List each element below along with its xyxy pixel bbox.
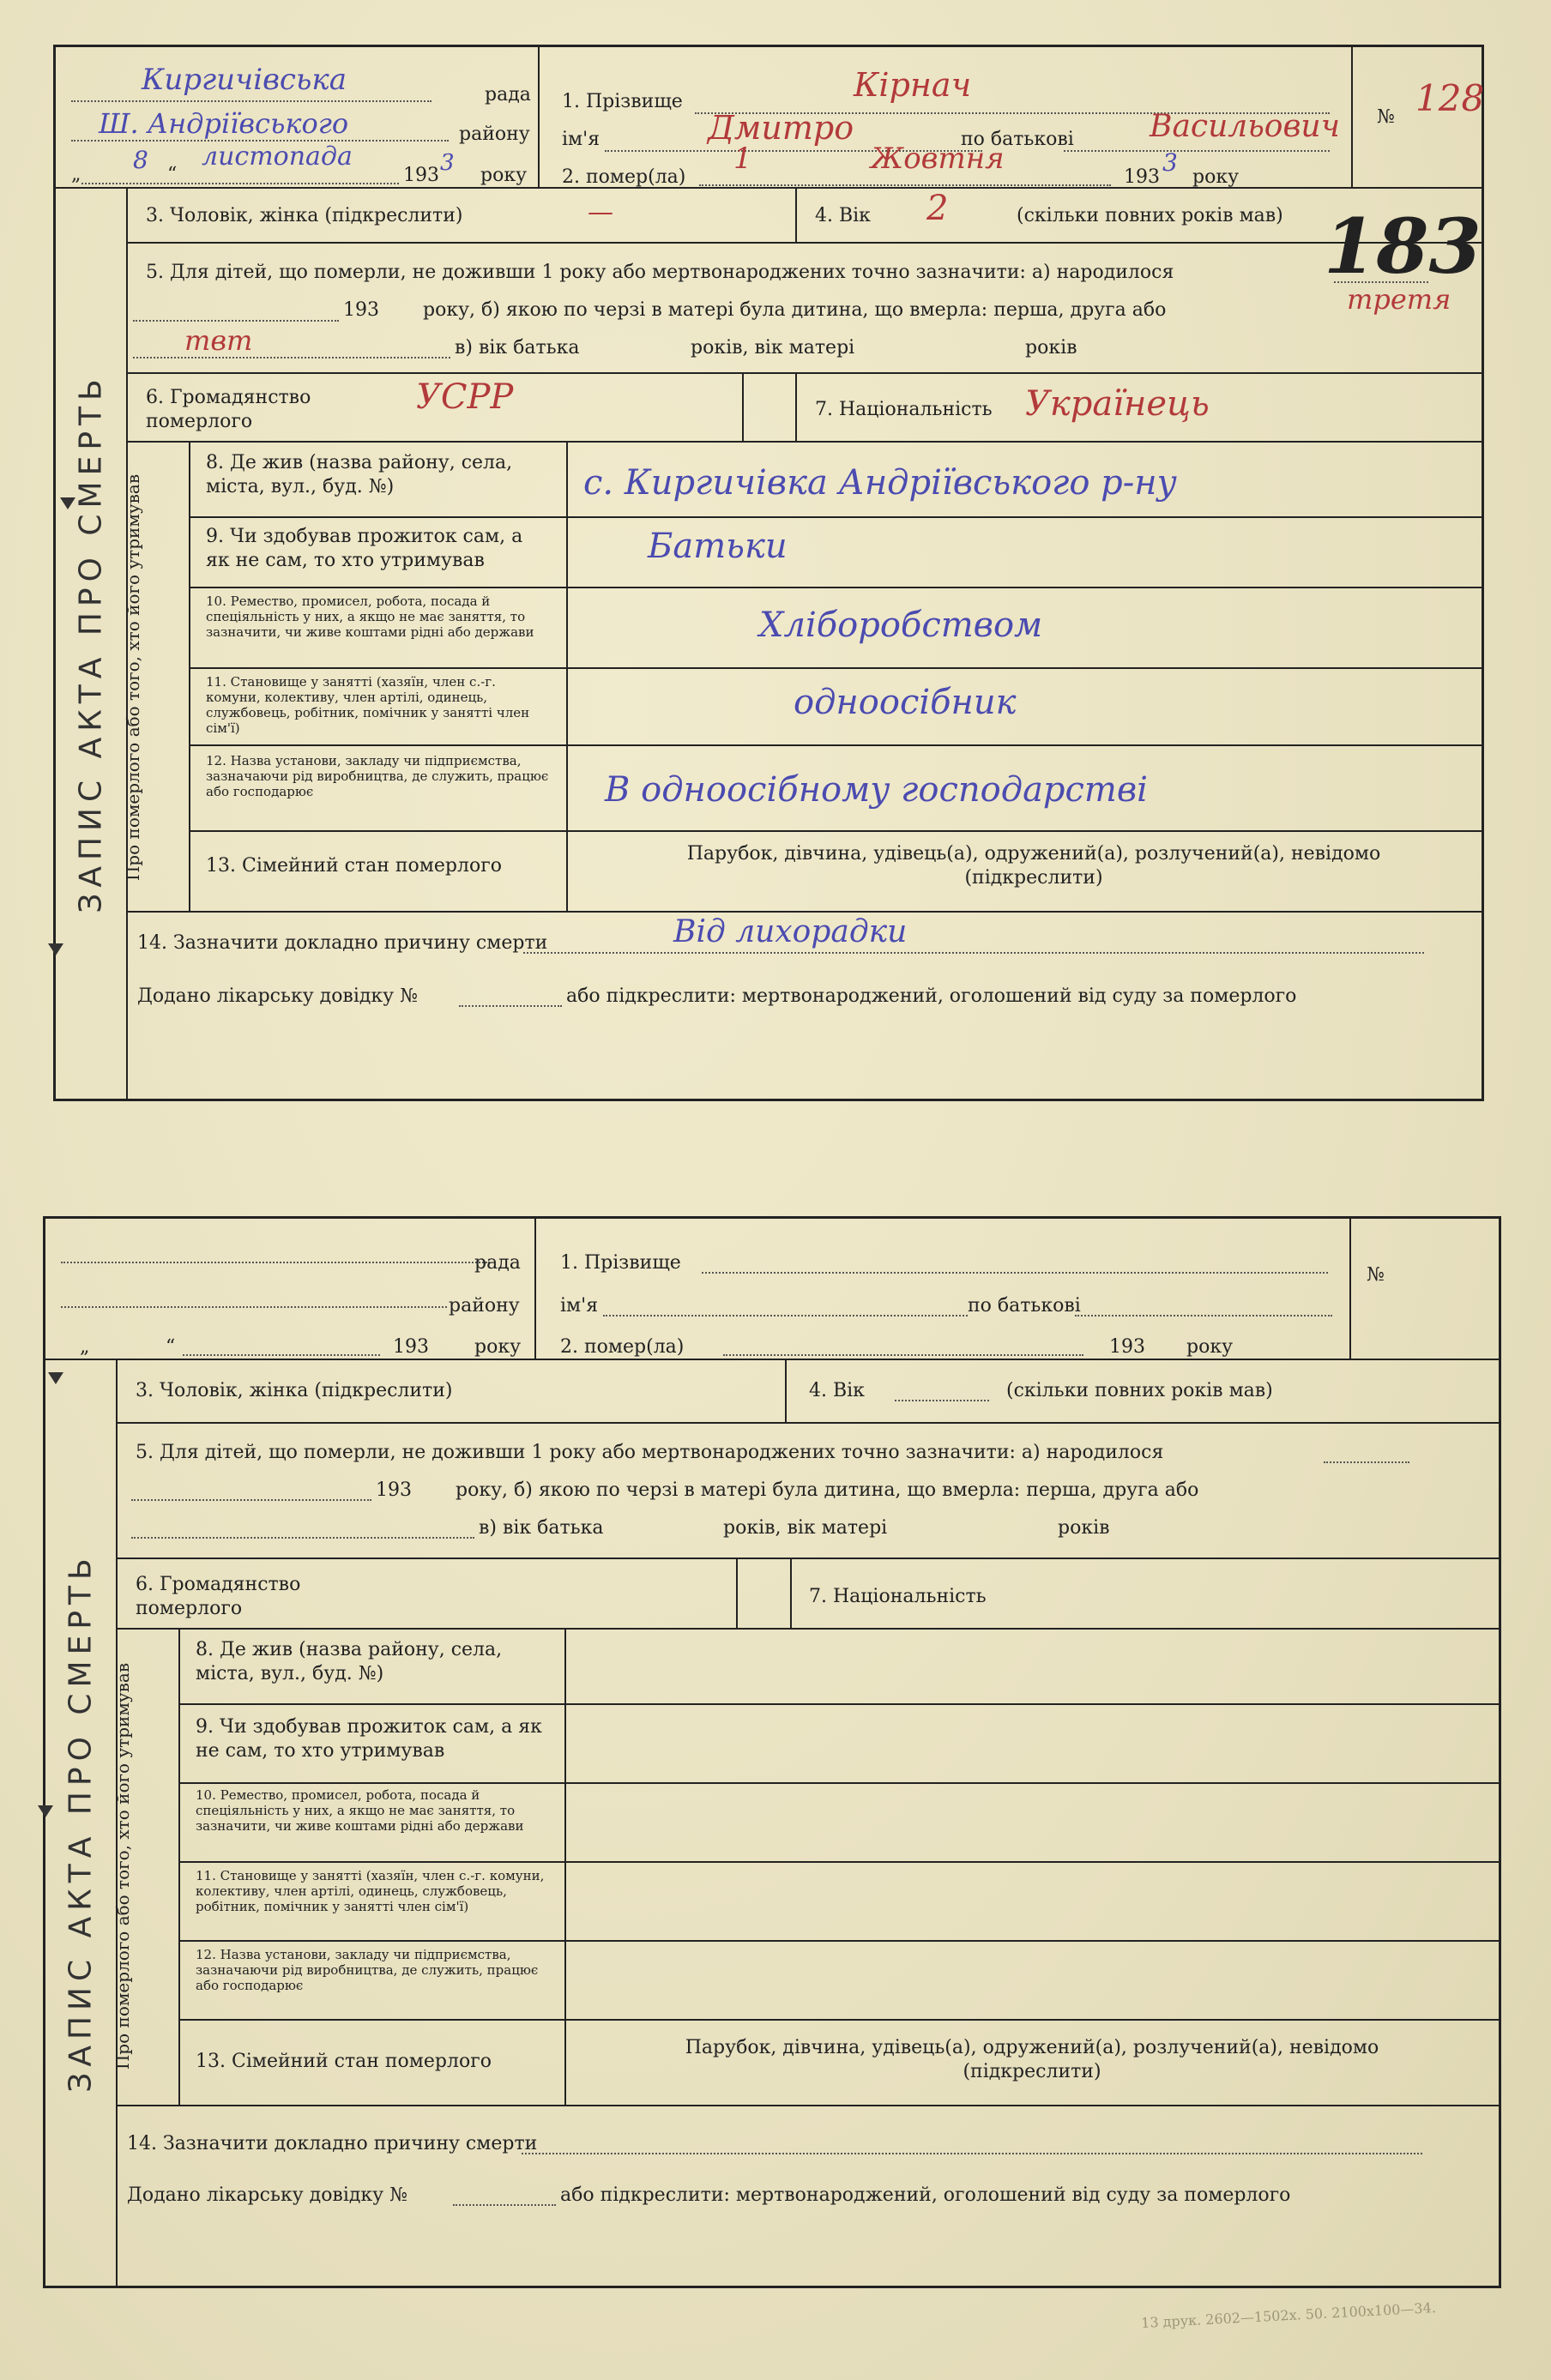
number-sign: № [1377,106,1395,128]
death-record-card-2 [43,1216,1501,2288]
patronymic-label-2: по батькові [968,1295,1081,1317]
children-line-2: року, б) якою по черзі в матері була дитина, що вмерла: перша, друга або [423,299,1167,321]
patronymic-label: по батькові [961,129,1074,150]
children-line-1-2: 5. Для дітей, що померли, не доживши 1 року або мертвонароджених точно зазначити: а) народилося [136,1442,1164,1463]
children-line-3b: років, вік матері [691,337,855,359]
number-sign-2: № [1367,1264,1385,1286]
record-number: 128 [1415,77,1485,119]
year-prefix: 193 [403,165,439,186]
rayon-label-2: району [449,1295,520,1317]
child-order-value-2: твт [184,324,253,357]
died-roku-2: року [1186,1336,1234,1358]
side-title-cell-2 [45,1359,118,2286]
nationality-label: 7. Національність [815,399,993,420]
q12-label: 12. Назва установи, закладу чи підприємства, зазначаючи рід виробництва, де служить, працює або господарює [206,753,549,799]
q9-value: Батьки [648,527,788,566]
q9-label: 9. Чи здобував прожиток сам, а як не сам, то хто утримував [206,526,523,571]
rada-label-2: рада [474,1252,521,1274]
card-header-2: рада району „ “ 193 року 1. Прізвище ім'я по батькові 2. помер(ла) 193 року № [45,1219,1499,1360]
age-label-2: 4. Вік [809,1380,865,1401]
death-record-card-1 [53,45,1484,1101]
footer-label: Додано лікарську довідку № [137,985,418,1007]
printer-mark: 13 друк. 2602—1502х. 50. 2100х100—34. [1140,2299,1437,2331]
q10-label: 10. Ремество, промисел, робота, посада й спеціяльність у них, а якщо не має заняття, то зазначити, чи живе коштами рідні або держави [206,593,534,640]
year-prefix-2: 193 [393,1336,429,1358]
sex-value: — [588,197,613,227]
q8-label: 8. Де жив (назва району, села, міста, вул., буд. №) [206,452,513,497]
q14-label-2: 14. Зазначити докладно причину смерти [127,2133,538,2154]
children-line-3c: років [1025,337,1077,359]
name-value: Дмитро [708,109,854,147]
nationality-label-2: 7. Національність [809,1586,987,1607]
name-label: ім'я [562,129,600,150]
side-group-label-2: Про померлого або того, хто його утримував [112,1662,133,2070]
q8-label-2: 8. Де жив (назва району, села, міста, вул., буд. №) [196,1639,503,1684]
q14-label: 14. Зазначити докладно причину смерти [137,932,548,954]
q13-options-2: Парубок, дівчина, удівець(а), одружений(а), розлучений(а), невідомо (підкреслити) [685,2037,1379,2082]
binding-pin-1 [60,497,75,509]
nationality-value: Українець [1025,384,1210,424]
q10-label-2: 10. Ремество, промисел, робота, посада й спеціяльність у них, а якщо не має заняття, то зазначити, чи живе коштами рідні або держави [196,1787,524,1834]
children-year-prefix: 193 [343,299,379,321]
footer-options-2: або підкреслити: мертвонароджений, оголошений від суду за померлого [560,2184,1291,2206]
died-year: 3 [1162,148,1178,177]
died-label-2: 2. помер(ла) [560,1336,685,1358]
children-line-3-2: в) вік батька [479,1517,604,1539]
roku-label: року [480,165,528,186]
children-line-3c-2: років [1058,1517,1110,1539]
age-note: (скільки повних років мав) [1017,205,1283,226]
q8-value: с. Киргичівка Андріївського р-ну [583,463,1177,503]
sex-label-2: 3. Чоловік, жінка (підкреслити) [136,1380,453,1401]
rayon-value: Ш. Андріївського [99,107,349,140]
record-year: 3 [440,150,455,176]
rayon-label: району [459,124,530,145]
binding-pin-4 [38,1805,53,1817]
record-day: 8 [133,146,148,174]
side-title-2: ЗАПИС АКТА ПРО СМЕРТЬ [63,1552,99,2093]
children-line-3: в) вік батька [455,337,580,359]
age-value: 2 [926,189,949,228]
children-year-prefix-2: 193 [376,1479,412,1501]
died-year-prefix: 193 [1124,166,1160,188]
q13-options: Парубок, дівчина, удівець(а), одружений(а), розлучений(а), невідомо (підкреслити) [686,843,1381,889]
binding-pin-2 [48,943,63,955]
side-title: ЗАПИС АКТА ПРО СМЕРТЬ [73,372,109,913]
q11-label: 11. Становище у занятті (хазяїн, член с.-г. комуни, колективу, член артілі, одинець, службовець, робітник, помічник у занятті член сім'ї) [206,674,530,736]
surname-label-2: 1. Прізвище [560,1252,681,1274]
citizenship-label-2: 6. Громадянство померлого [136,1574,301,1619]
children-line-3b-2: років, вік матері [723,1517,888,1539]
q11-value: одноосібник [794,683,1017,722]
binding-pin-3 [48,1372,63,1384]
patronymic-value: Васильович [1150,109,1340,144]
name-label-2: ім'я [560,1295,599,1317]
q10-value: Хліборобством [759,606,1043,645]
q12-value: В одноосібному господарстві [605,770,1148,810]
record-month: листопада [202,142,353,172]
died-roku: року [1192,166,1240,188]
q13-label-2: 13. Сімейний стан померлого [196,2051,492,2072]
side-title-cell [56,187,128,1099]
rada-label: рада [485,84,531,105]
roku-label-2: року [474,1336,522,1358]
died-month: Жовтня [871,142,1005,176]
q11-label-2: 11. Становище у занятті (хазяїн, член с.-г. комуни, колективу, член артілі, одинець, службовець, робітник, помічник у занятті член сім'ї) [196,1868,545,1914]
age-label: 4. Вік [815,205,871,226]
q13-label: 13. Сімейний стан померлого [206,855,503,877]
q12-label-2: 12. Назва установи, закладу чи підприємства, зазначаючи рід виробництва, де служить, працює або господарює [196,1947,539,1993]
died-day: 1 [733,142,752,176]
surname-label: 1. Прізвище [562,91,683,112]
child-order-value: третя [1347,283,1451,316]
died-label: 2. помер(ла) [562,166,686,188]
citizenship-label: 6. Громадянство померлого [146,387,311,432]
record-stamp-number: 183 [1324,202,1482,291]
citizenship-value: УСРР [416,377,514,417]
card-header: рада Киргичівська району Ш. Андріївського „ 8 “ листопада 193 3 року 1. Прізвище Кірнач ім'я Дмитро по батькові Васильович 2. помер(ла) 1 Жовтня 193 3 року № 128 [56,47,1482,189]
age-note-2: (скільки повних років мав) [1006,1380,1273,1401]
rada-value: Киргичівська [142,63,347,97]
children-line-1: 5. Для дітей, що померли, не доживши 1 року або мертвонароджених точно зазначити: а) народилося [146,262,1174,283]
footer-options: або підкреслити: мертвонароджений, оголошений від суду за померлого [566,985,1297,1007]
q9-label-2: 9. Чи здобував прожиток сам, а як не сам, то хто утримував [196,1716,542,1762]
died-year-prefix-2: 193 [1109,1336,1145,1358]
surname-value: Кірнач [854,66,972,104]
side-group-label: Про померлого або того, хто його утримував [123,473,143,882]
q14-value: Від лихорадки [673,914,908,949]
footer-label-2: Додано лікарську довідку № [127,2184,407,2206]
children-line-2-2: року, б) якою по черзі в матері була дитина, що вмерла: перша, друга або [456,1479,1199,1501]
sex-label: 3. Чоловік, жінка (підкреслити) [146,205,463,226]
